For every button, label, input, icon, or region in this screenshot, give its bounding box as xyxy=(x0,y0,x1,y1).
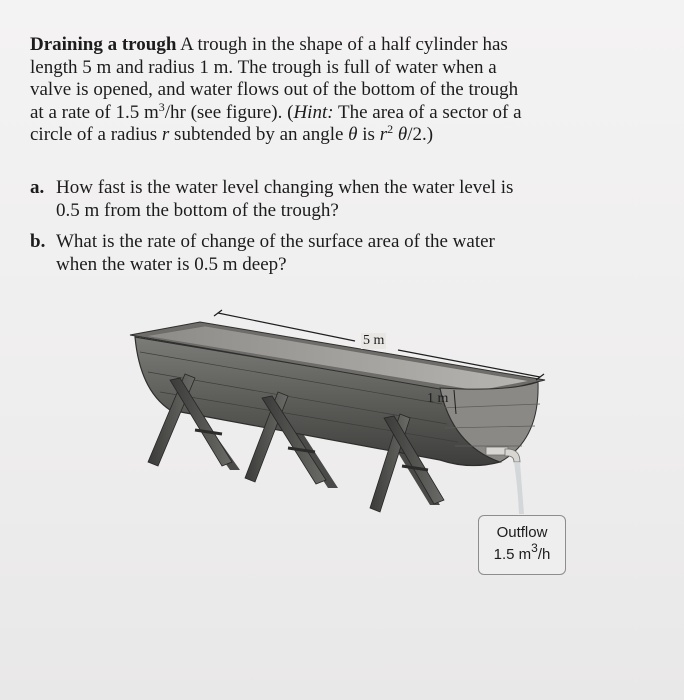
hint-formula-r: r xyxy=(379,124,388,145)
part-b-label: b. xyxy=(30,231,46,252)
part-a-label: a. xyxy=(30,177,45,198)
hint-formula-end: /2.) xyxy=(407,124,434,145)
water-stream xyxy=(514,462,524,514)
problem-line-2: length 5 m and radius 1 m. The trough is full of water when a xyxy=(30,56,497,78)
outflow-rate-unit: /h xyxy=(537,546,551,563)
hint-text-3: subtended by an angle xyxy=(169,124,349,145)
hint-label: Hint: xyxy=(293,101,334,123)
flow-rate-text: at a rate of 1.5 m xyxy=(30,101,159,123)
problem-text: A trough in the shape of a half cylinder has xyxy=(180,34,508,55)
hint-text-4: is xyxy=(357,124,380,145)
hint-text-2: circle of a radius xyxy=(30,124,162,145)
flow-rate-unit: /hr (see figure). ( xyxy=(164,101,294,123)
hint-variable-theta: θ xyxy=(348,124,358,145)
hint-formula-exponent: 2 xyxy=(387,122,394,136)
hint-variable-r: r xyxy=(161,124,170,145)
problem-line-3: valve is opened, and water flows out of the bottom of the trough xyxy=(30,79,519,100)
part-b-line-2: when the water is 0.5 m deep? xyxy=(56,253,287,275)
outflow-rate-exponent: 3 xyxy=(531,541,538,555)
flow-rate-exponent: 3 xyxy=(158,99,165,114)
part-a-question: How fast is the water level changing when the water level is xyxy=(56,177,514,198)
hint-formula-theta: θ xyxy=(393,124,408,145)
part-a-line-2: 0.5 m from the bottom of the trough? xyxy=(56,199,339,221)
outflow-label: Outflow xyxy=(496,524,548,541)
outflow-rate xyxy=(479,541,565,566)
hint-text: The area of a sector of a xyxy=(333,101,522,123)
radius-label: 1 m xyxy=(427,391,449,406)
outflow-rate-value: 1.5 m xyxy=(493,546,532,563)
part-b-question: What is the rate of change of the surface area of the water xyxy=(56,231,495,252)
outflow-callout xyxy=(478,515,566,575)
problem-title: Draining a trough xyxy=(30,34,177,55)
length-label: 5 m xyxy=(363,333,385,348)
